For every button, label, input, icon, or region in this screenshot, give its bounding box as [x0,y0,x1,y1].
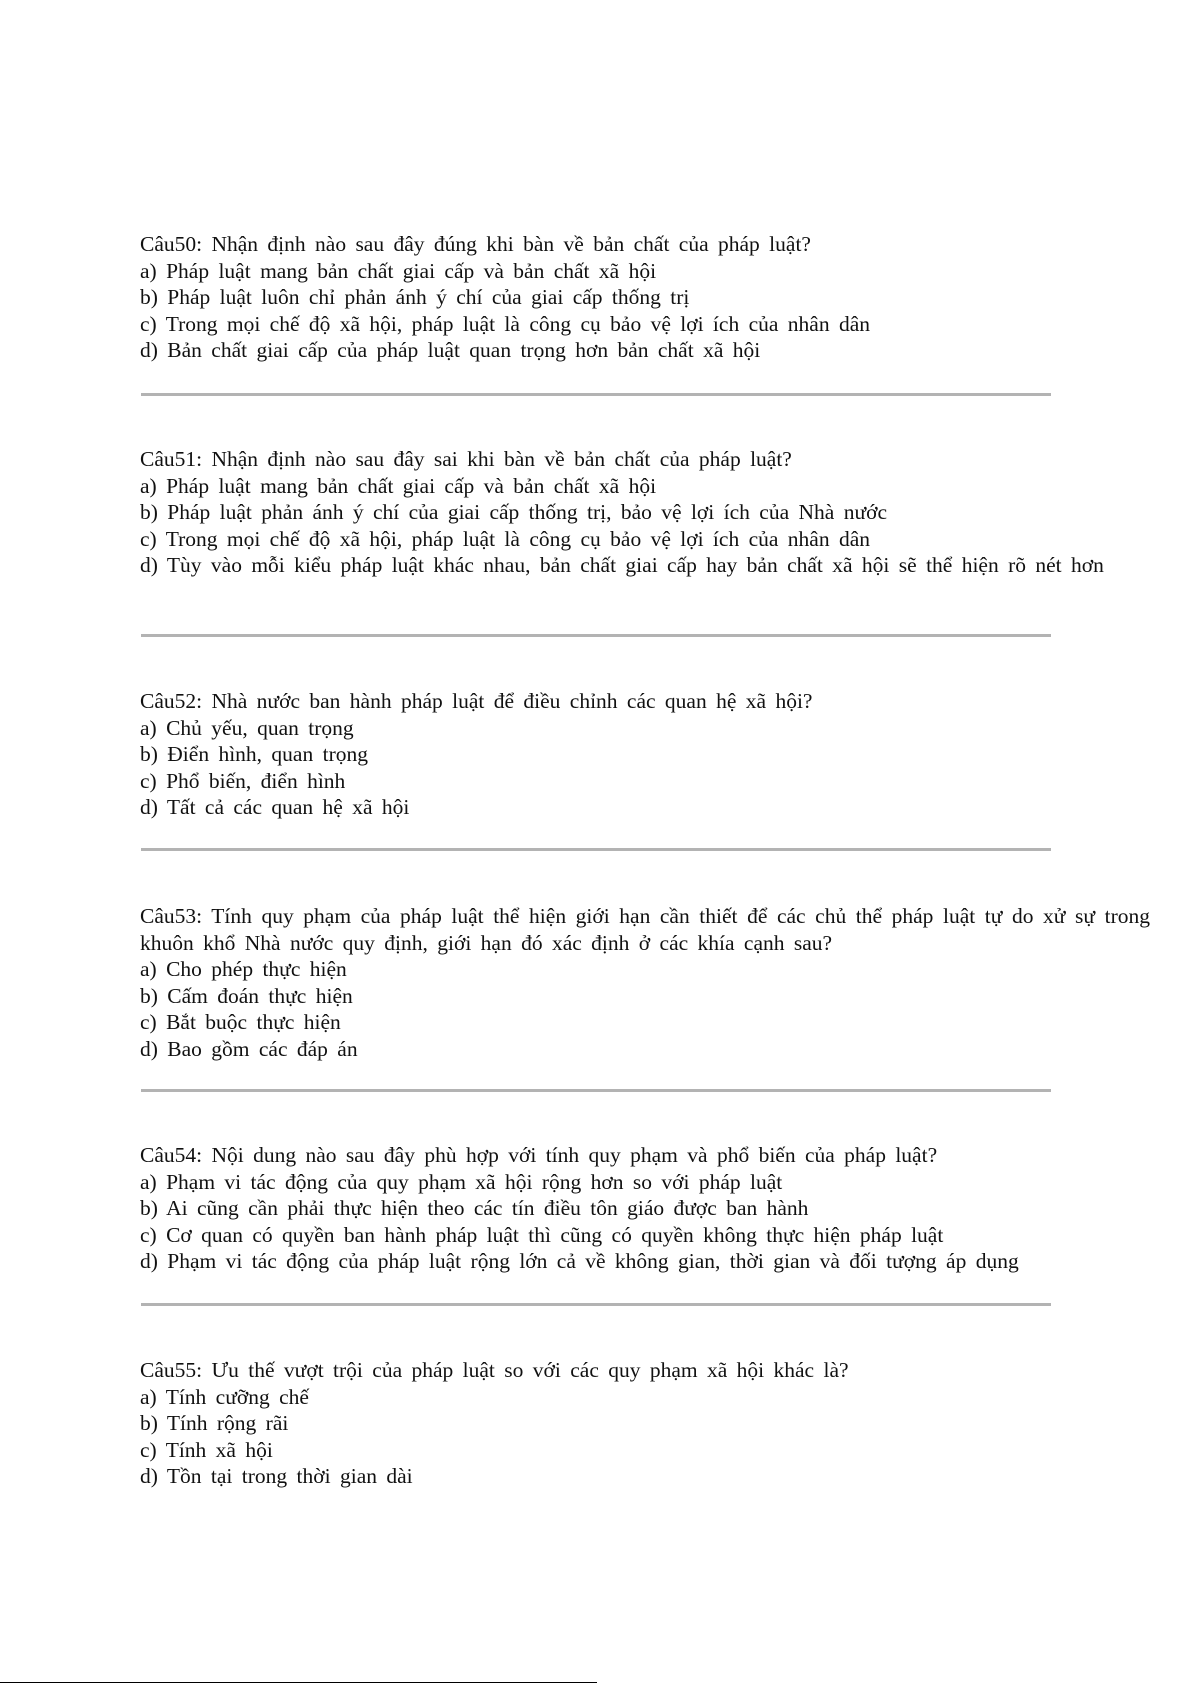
divider [141,393,1051,396]
option-a: a) Cho phép thực hiện [140,957,347,982]
option-b: b) Cấm đoán thực hiện [140,983,353,1008]
divider [141,634,1051,637]
question-55 [140,1357,1150,1490]
question-title: Câu55: Ưu thế vượt trội của pháp luật so với các quy phạm xã hội khác là? [140,1358,849,1382]
option-a: a) Chủ yếu, quan trọng [140,715,354,740]
option-d: d) Bao gồm các đáp án [140,1036,358,1061]
option-c: c) Tính xã hội [140,1437,273,1462]
footnote-rule [0,1682,597,1683]
divider [141,848,1051,851]
option-a: a) Pháp luật mang bản chất giai cấp và bản chất xã hội [140,473,657,498]
option-d: d) Phạm vi tác động của pháp luật rộng lớn cả về không gian, thời gian và đối tượng áp dụng [140,1249,1019,1274]
question-51 [140,446,1150,579]
question-title: Câu51: Nhận định nào sau đây sai khi bàn về bản chất của pháp luật? [140,447,792,471]
question-54 [140,1142,1150,1275]
option-b: b) Ai cũng cần phải thực hiện theo các tín điều tôn giáo được ban hành [140,1196,809,1221]
option-d: d) Tồn tại trong thời gian dài [140,1464,413,1489]
question-title: Câu50: Nhận định nào sau đây đúng khi bàn về bản chất của pháp luật? [140,232,811,256]
option-d: d) Tùy vào mỗi kiểu pháp luật khác nhau, bản chất giai cấp hay bản chất xã hội sẽ thể hiện rõ nét hơn [140,553,1104,578]
question-title: Câu53: Tính quy phạm của pháp luật thể hiện giới hạn cần thiết để các chủ thể pháp luật tự do xử sự trong khuôn khổ Nhà nước quy định, giới hạn đó xác định ở các khía cạnh sau? [140,904,1150,955]
option-a: a) Pháp luật mang bản chất giai cấp và bản chất xã hội [140,258,657,283]
option-d: d) Bản chất giai cấp của pháp luật quan trọng hơn bản chất xã hội [140,338,761,363]
option-c: c) Bắt buộc thực hiện [140,1010,341,1035]
option-b: b) Điển hình, quan trọng [140,742,368,767]
option-d: d) Tất cả các quan hệ xã hội [140,795,410,820]
question-title: Câu52: Nhà nước ban hành pháp luật để điều chỉnh các quan hệ xã hội? [140,689,813,713]
question-53 [140,903,1150,1063]
option-b: b) Tính rộng rãi [140,1411,289,1436]
question-52 [140,688,1150,821]
option-b: b) Pháp luật phản ánh ý chí của giai cấp thống trị, bảo vệ lợi ích của Nhà nước [140,500,888,525]
divider [141,1089,1051,1092]
option-c: c) Cơ quan có quyền ban hành pháp luật thì cũng có quyền không thực hiện pháp luật [140,1222,944,1247]
option-c: c) Phổ biến, điển hình [140,768,346,793]
option-a: a) Tính cưỡng chế [140,1384,309,1409]
question-title: Câu54: Nội dung nào sau đây phù hợp với tính quy phạm và phổ biến của pháp luật? [140,1143,938,1167]
option-c: c) Trong mọi chế độ xã hội, pháp luật là công cụ bảo vệ lợi ích của nhân dân [140,311,870,336]
option-a: a) Phạm vi tác động của quy phạm xã hội rộng hơn so với pháp luật [140,1169,783,1194]
question-50 [140,231,1150,364]
divider [141,1303,1051,1306]
option-b: b) Pháp luật luôn chỉ phản ánh ý chí của giai cấp thống trị [140,285,690,310]
option-c: c) Trong mọi chế độ xã hội, pháp luật là công cụ bảo vệ lợi ích của nhân dân [140,526,870,551]
